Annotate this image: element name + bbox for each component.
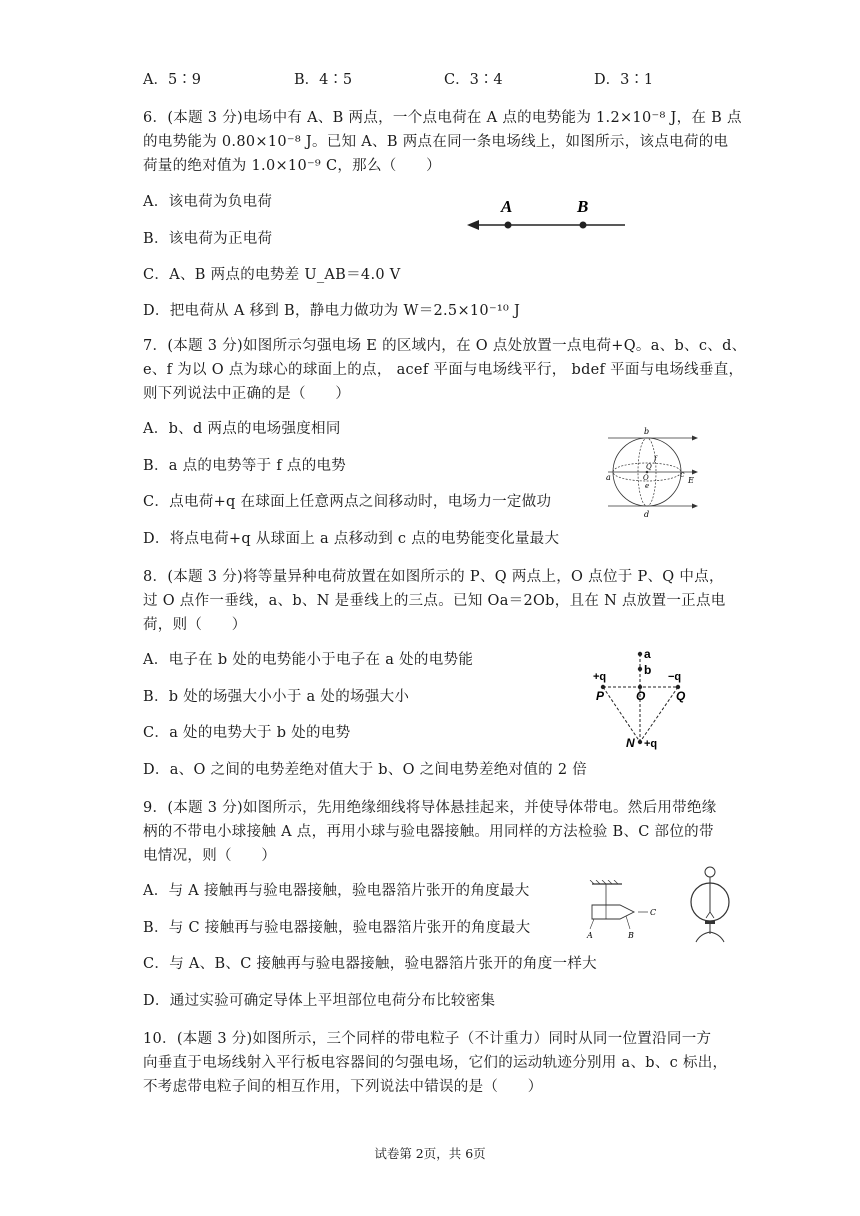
q8-label-plus-q: +q: [593, 671, 607, 683]
q7-option-c: C．点电荷+q 在球面上任意两点之间移动时，电场力一定做功: [143, 494, 552, 510]
q7-label-e: e: [645, 482, 650, 490]
q9-stem-line-2: 柄的不带电小球接触 A 点，再用小球与验电器接触。用同样的方法检验 B、C 部位的带: [143, 824, 714, 840]
q7-label-d: d: [644, 510, 650, 519]
q8-label-n-charge: +q: [644, 738, 658, 750]
q7-option-a: A．b、d 两点的电场强度相同: [143, 421, 341, 437]
q6-stem-line-3: 荷量的绝对值为 1.0×10⁻⁹ C，那么（ ）: [143, 158, 441, 174]
q6-stem-line-1: 6．(本题 3 分)电场中有 A、B 两点，一个点电荷在 A 点的电势能为 1.2×10⁻⁸ J，在 B 点: [143, 110, 742, 126]
page-footer: 试卷第 2页，共 6页: [374, 1146, 486, 1161]
electroscope-figure: [686, 862, 736, 946]
q7-label-b: b: [644, 427, 650, 436]
q8-label-o: O: [636, 689, 646, 703]
q9-option-c: C．与 A、B、C 接触再与验电器接触，验电器箔片张开的角度一样大: [143, 956, 597, 972]
q6-field-line-figure: [465, 190, 630, 240]
q7-stem-line-3: 则下列说法中正确的是（ ）: [143, 386, 351, 402]
q7-label-e-field: E: [688, 476, 694, 485]
q9-label-c: C: [650, 908, 657, 917]
q9-conductor-figure: [582, 880, 662, 942]
q6-stem-line-2: 的电势能为 0.80×10⁻⁸ J。已知 A、B 两点在同一条电场线上，如图所示，该点电荷的电: [143, 134, 729, 150]
q10-stem-line-1: 10．(本题 3 分)如图所示，三个同样的带电粒子（不计重力）同时从同一位置沿同一方: [143, 1031, 712, 1047]
q7-label-f: f: [654, 455, 657, 463]
q5-option-d: D．3∶1: [594, 72, 654, 88]
q5-option-c: C．3∶4: [444, 72, 503, 88]
q7-label-q: Q: [646, 463, 652, 471]
q8-option-a: A．电子在 b 处的电势能小于电子在 a 处的电势能: [143, 652, 474, 668]
q8-label-minus-q: −q: [668, 671, 682, 683]
q6-label-b: B: [577, 197, 589, 216]
q9-label-a: A: [587, 931, 593, 940]
q6-option-d: D．把电荷从 A 移到 B，静电力做功为 W＝2.5×10⁻¹⁰ J: [143, 303, 521, 319]
q8-option-c: C．a 处的电势大于 b 处的电势: [143, 725, 351, 741]
q9-option-a: A．与 A 接触再与验电器接触，验电器箔片张开的角度最大: [143, 883, 530, 899]
q8-stem-line-1: 8．(本题 3 分)将等量异种电荷放置在如图所示的 P、Q 两点上，O 点位于 P、Q 中点，: [143, 569, 724, 585]
q8-stem-line-3: 荷，则（ ）: [143, 617, 247, 633]
q8-label-q: Q: [676, 689, 686, 703]
q7-option-b: B．a 点的电势等于 f 点的电势: [143, 458, 347, 474]
q7-label-a: a: [606, 473, 611, 482]
q6-label-a: A: [501, 197, 513, 216]
q10-stem-line-3: 不考虑带电粒子间的相互作用，下列说法中错误的是（ ）: [143, 1079, 543, 1095]
q10-stem-line-2: 向垂直于电场线射入平行板电容器间的匀强电场，它们的运动轨迹分别用 a、b、c 标出，: [143, 1055, 728, 1071]
q6-option-c: C．A、B 两点的电势差 U_AB＝4.0 V: [143, 267, 401, 283]
q7-sphere-figure: [600, 425, 705, 520]
q8-label-a: a: [644, 647, 651, 661]
q5-option-b: B．4∶5: [294, 72, 353, 88]
q7-stem-line-1: 7．(本题 3 分)如图所示匀强电场 E 的区域内，在 O 点处放置一点电荷+Q。a、b、c、d、: [143, 338, 747, 354]
q8-label-p: P: [596, 689, 605, 703]
q7-option-d: D．将点电荷+q 从球面上 a 点移动到 c 点的电势能变化量最大: [143, 531, 560, 547]
q9-option-d: D．通过实验可确定导体上平坦部位电荷分布比较密集: [143, 993, 496, 1009]
q8-dipole-figure: [590, 645, 700, 755]
q9-stem-line-1: 9．(本题 3 分)如图所示，先用绝缘细线将导体悬挂起来，并使导体带电。然后用带绝缘: [143, 800, 717, 816]
q9-stem-line-3: 电情况，则（ ）: [143, 848, 277, 864]
q5-option-a: A．5∶9: [143, 72, 201, 88]
q6-option-a: A．该电荷为负电荷: [143, 194, 273, 210]
q8-stem-line-2: 过 O 点作一垂线，a、b、N 是垂线上的三点。已知 Oa＝2Ob，且在 N 点放置一正点电: [143, 593, 726, 609]
q6-option-b: B．该电荷为正电荷: [143, 231, 273, 247]
q9-option-b: B．与 C 接触再与验电器接触，验电器箔片张开的角度最大: [143, 920, 531, 936]
q8-option-b: B．b 处的场强大小小于 a 处的场强大小: [143, 689, 410, 705]
q9-label-b: B: [628, 931, 634, 940]
q7-stem-line-2: e、f 为以 O 点为球心的球面上的点， acef 平面与电场线平行， bdef 平面与电场线垂直，: [143, 362, 744, 378]
q8-option-d: D．a、O 之间的电势差绝对值大于 b、O 之间电势差绝对值的 2 倍: [143, 762, 588, 778]
q8-label-b: b: [644, 663, 652, 677]
q7-label-o: O: [643, 474, 649, 482]
q8-label-n: N: [626, 736, 635, 750]
q7-label-c: c: [680, 470, 685, 479]
